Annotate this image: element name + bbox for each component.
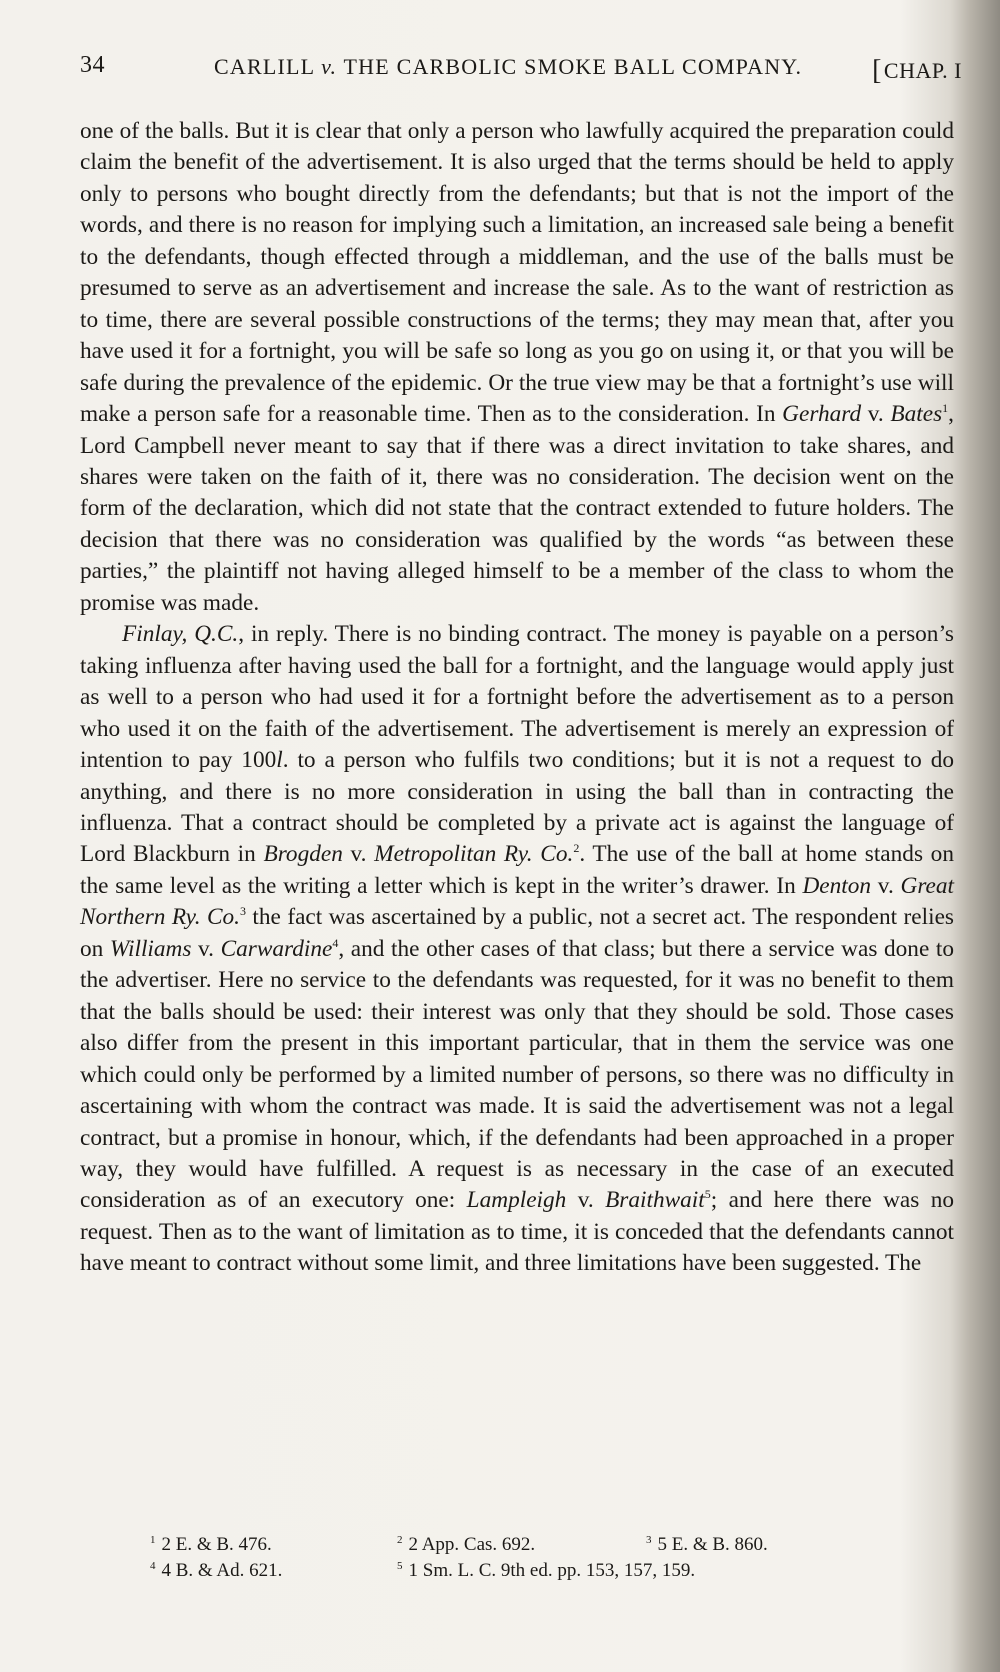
page-number: 34 [80, 52, 105, 78]
italic-text: Brogden [263, 841, 343, 868]
running-head-versus: v. [321, 54, 338, 79]
italic-text: Great Northern Ry. Co. [80, 872, 955, 931]
paragraph-continued [80, 116, 954, 619]
text-run: v. [871, 872, 901, 899]
footnote-mark: 2 [397, 1533, 403, 1546]
text-run: v. [861, 401, 891, 428]
italic-text: Gerhard [782, 401, 862, 428]
body-text [80, 116, 954, 1280]
text-run: v. [342, 841, 375, 868]
italic-text: Williams [109, 935, 192, 962]
running-head [214, 54, 802, 80]
text-run: . to a person who fulfils two conditions; but it is not a request to do anything, and there is no more consideration in using the ball than in contracting the influenza. That a contract should be completed by a private act is against the language of Lord Blackburn in [80, 747, 954, 868]
text-run: the fact was ascertained by a public, not a secret act. The respondent relies on [80, 904, 954, 962]
italic-text: Bates [890, 401, 943, 428]
paragraph-reply [80, 619, 954, 1280]
running-head-plaintiff: CARLILL [214, 54, 315, 79]
text-run: v. [191, 935, 221, 962]
footnote-ref: 5 [704, 1187, 711, 1202]
footnote-5 [397, 1558, 695, 1584]
running-head-defendant: THE CARBOLIC SMOKE BALL COMPANY. [343, 54, 803, 79]
chapter-label: [ CHAP. I [872, 54, 962, 86]
text-run: , and the other cases of that class; but there a service was done to the advertiser. Here no service to the defendants was requested, for it was no benefit to them that the balls should be used: their interest was only that they should be sold. Those cases also differ from the present in this important particular, that in them the service was one which could only be performed by a limited number of persons, so there was no difficulty in ascertaining with whom the contract was made. It is said the advertisement was not a legal contract, but a promise in honour, which, if the defendants had been approached in a proper way, they would have fulfilled. A request is as necessary in the case of an executed consideration as of an executory one: [80, 935, 954, 1214]
footnote-citation: 2 E. & B. 476. [161, 1534, 272, 1555]
footnote-mark: 5 [397, 1559, 403, 1572]
footnote-ref: 4 [332, 936, 339, 951]
footnote-ref: 3 [240, 904, 246, 919]
italic-text: Carwardine [220, 935, 333, 962]
footnote-4 [150, 1558, 282, 1584]
footnote-citation: 2 App. Cas. 692. [408, 1534, 536, 1555]
italic-text: Denton [802, 872, 872, 899]
footnote-mark: 3 [646, 1533, 652, 1546]
text-run: , Lord Campbell never meant to say that if there was a direct invitation to take shares, and shares were taken on the faith of it, there was no consideration. The decision went on the form of the declaration, which did not state that the contract extended to future holders. The decision that there was no consideration was qualified by the words “as between these parties,” the plaintiff not having alleged himself to be a member of the class to whom the promise was made. [80, 401, 954, 616]
footnote-citation: 5 E. & B. 860. [657, 1534, 768, 1555]
page-header [80, 52, 960, 92]
footnote-ref: 2 [573, 841, 580, 856]
italic-text: Finlay, Q.C. [122, 621, 239, 648]
footnote-2 [397, 1532, 535, 1558]
footnote-citation: 1 Sm. L. C. 9th ed. pp. 153, 157, 159. [408, 1560, 696, 1581]
text-run: . The use of the ball at home stands on the same level as the writing a letter which is kept in the writer’s drawer. In [80, 841, 954, 899]
text-run: one of the balls. But it is clear that only a person who lawfully acquired the preparation could claim the benefit of the advertisement. It is also urged that the terms should be held to apply only to persons who bought directly from the defendants; but that is not the import of the words, and there is no reason for implying such a limitation, an increased sale being a benefit to the defendants, though effected through a middleman, and the use of the balls must be presumed to serve as an advertisement and increase the sale. As to the want of restriction as to time, there are several possible constructions of the terms; they may mean that, after you have used it for a fortnight, you will be safe so long as you go on using it, or that you will be safe during the prevalence of the epidemic. Or the true view may be that a fortnight’s use will make a person safe for a reasonable time. Then as to the consideration. In [80, 118, 954, 428]
italic-text: l [276, 747, 283, 774]
italic-text: Metropolitan Ry. Co. [374, 841, 574, 868]
footnote-3 [646, 1532, 768, 1558]
footnote-ref: 1 [942, 401, 949, 416]
footnote-1 [150, 1532, 272, 1558]
text-run: , in reply. There is no binding contract. The money is payable on a person’s taking influenza after having used the ball for a fortnight, and the language would apply just as well to a person who had used it for a fortnight before the advertisement as to a person who used it on the faith of the advertisement. The advertisement is merely an expression of intention to pay 100 [80, 621, 954, 774]
text-run: ; and here there was no request. Then as to the want of limitation as to time, it is conceded that the defendants cannot have meant to contract without some limit, and three limitations have been suggested. The [80, 1187, 954, 1277]
italic-text: Braithwait [605, 1187, 705, 1214]
footnote-mark: 4 [150, 1559, 156, 1572]
italic-text: Lampleigh [466, 1187, 567, 1214]
footnote-mark: 1 [150, 1533, 156, 1546]
footnote-citation: 4 B. & Ad. 621. [161, 1560, 283, 1581]
text-run: v. [566, 1187, 606, 1214]
